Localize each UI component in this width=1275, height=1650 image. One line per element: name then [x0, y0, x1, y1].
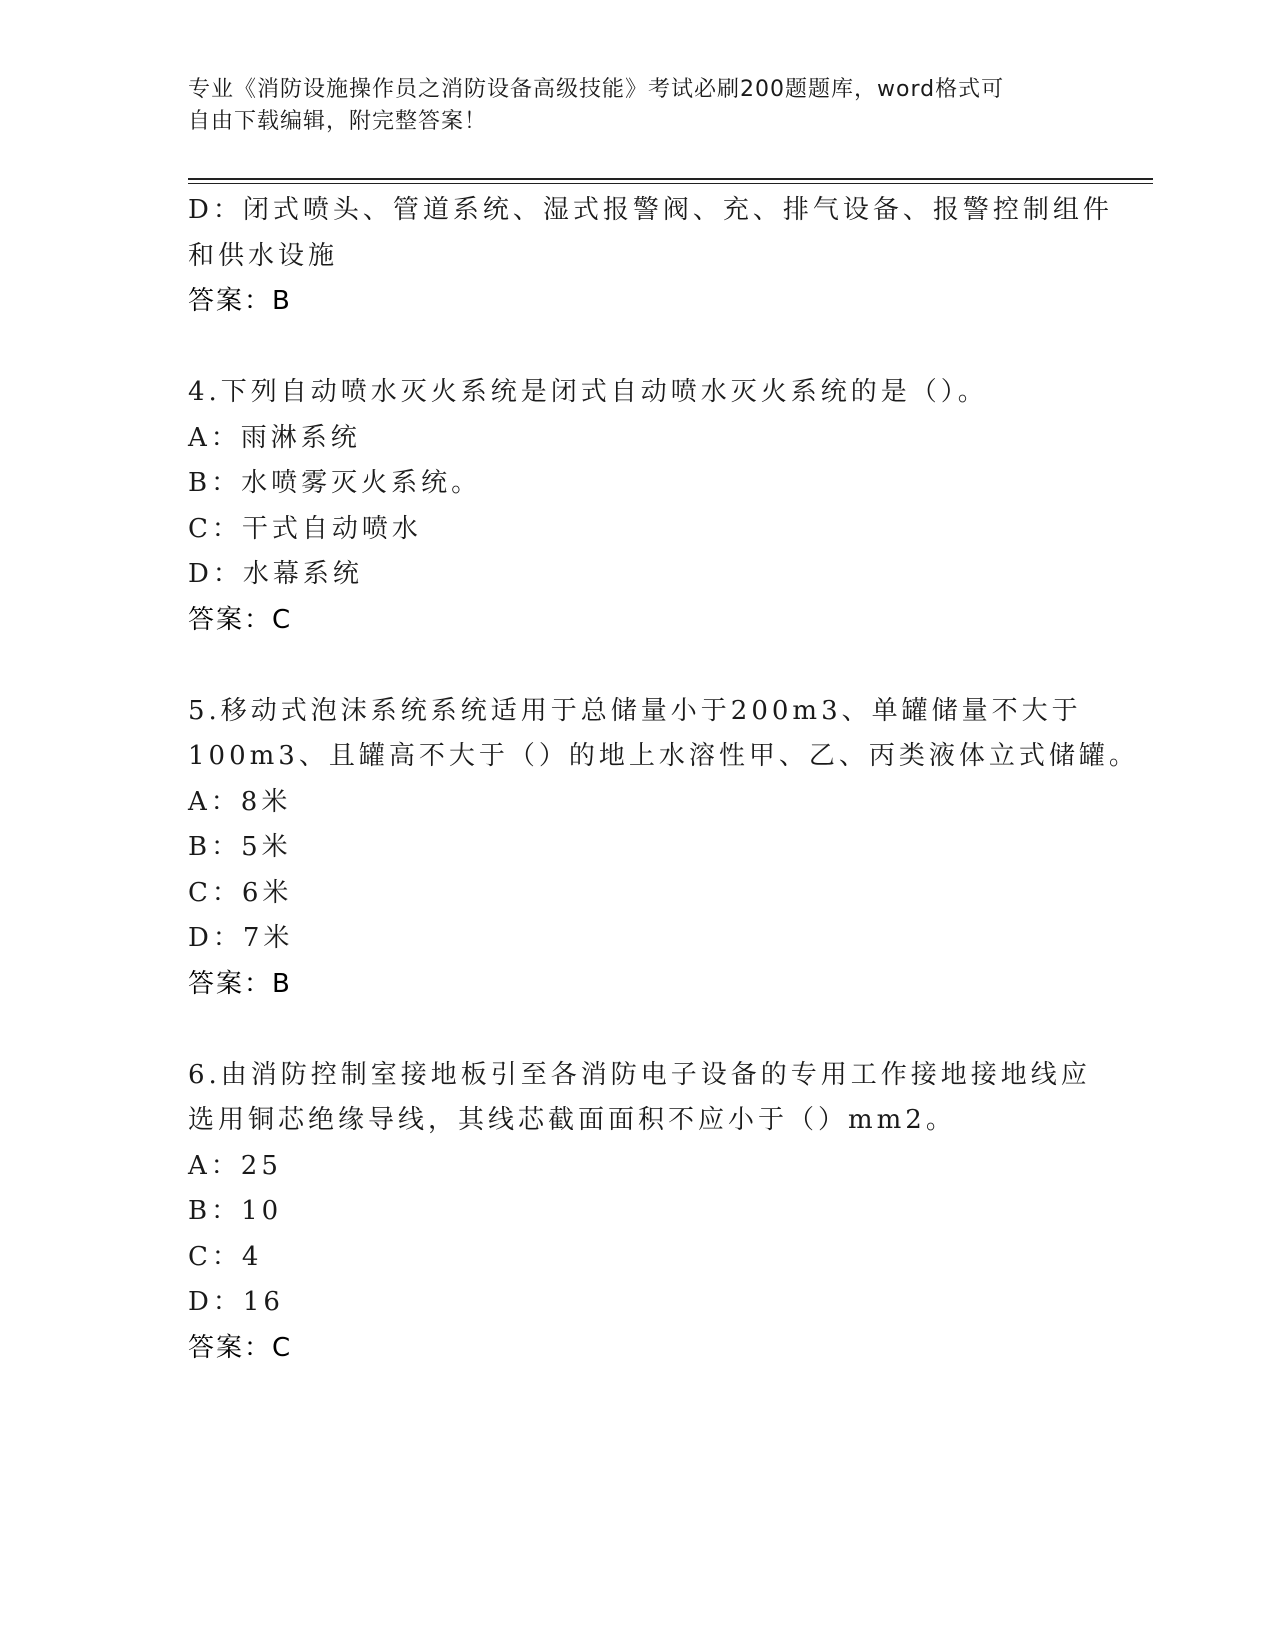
- spacer: [188, 325, 1088, 371]
- option-c: C：干式自动喷水: [188, 513, 422, 544]
- header-title-line-2: 自由下载编辑，附完整答案！: [188, 109, 488, 134]
- option-b: B：5米: [188, 832, 292, 862]
- option-d: D：16: [188, 1287, 284, 1317]
- option-b: B：水喷雾灭火系统。: [188, 468, 482, 498]
- option-b: B：10: [188, 1196, 283, 1226]
- answer: 答案：B: [188, 286, 292, 316]
- question-stem-continued: 选用铜芯绝缘导线，其线芯截面面积不应小于（）mm2。: [188, 1105, 956, 1135]
- question-6: [188, 1053, 1091, 1372]
- answer: 答案：C: [188, 604, 293, 635]
- option-c: C：4: [188, 1241, 263, 1272]
- spacer: [188, 1007, 1088, 1053]
- option-d: D：7米: [188, 923, 294, 953]
- question-stem: 5.移动式泡沫系统系统适用于总储量小于200m3、单罐储量不大于: [188, 695, 1082, 726]
- question-stem: 6.由消防控制室接地板引至各消防电子设备的专用工作接地接地线应: [188, 1059, 1091, 1090]
- header-divider-thick: [188, 178, 1153, 180]
- question-5: [188, 689, 1139, 1008]
- option-d: D：闭式喷头、管道系统、湿式报警阀、充、排气设备、报警控制组件: [188, 195, 1113, 225]
- option-c: C：6米: [188, 877, 293, 908]
- header-title-line-1: 专业《消防设施操作员之消防设备高级技能》考试必刷200题题库，word格式可: [188, 77, 1005, 102]
- option-d-continued: 和供水设施: [188, 240, 339, 271]
- option-a: A：雨淋系统: [188, 422, 361, 453]
- question-4: [188, 370, 1088, 643]
- question-stem: 4.下列自动喷水灭火系统是闭式自动喷水灭火系统的是（）。: [188, 377, 988, 407]
- option-d: D：水幕系统: [188, 559, 363, 589]
- option-a: A：8米: [188, 786, 292, 817]
- question-3-tail: [188, 188, 1113, 325]
- document-header: [188, 74, 1068, 138]
- answer: 答案：B: [188, 968, 292, 999]
- spacer: [188, 643, 1088, 689]
- answer: 答案：C: [188, 1332, 293, 1363]
- header-divider-thin: [188, 183, 1153, 184]
- option-a: A：25: [188, 1150, 282, 1181]
- question-stem-continued: 100m3、且罐高不大于（）的地上水溶性甲、乙、丙类液体立式储罐。: [188, 741, 1139, 771]
- question-list: [188, 188, 1139, 1371]
